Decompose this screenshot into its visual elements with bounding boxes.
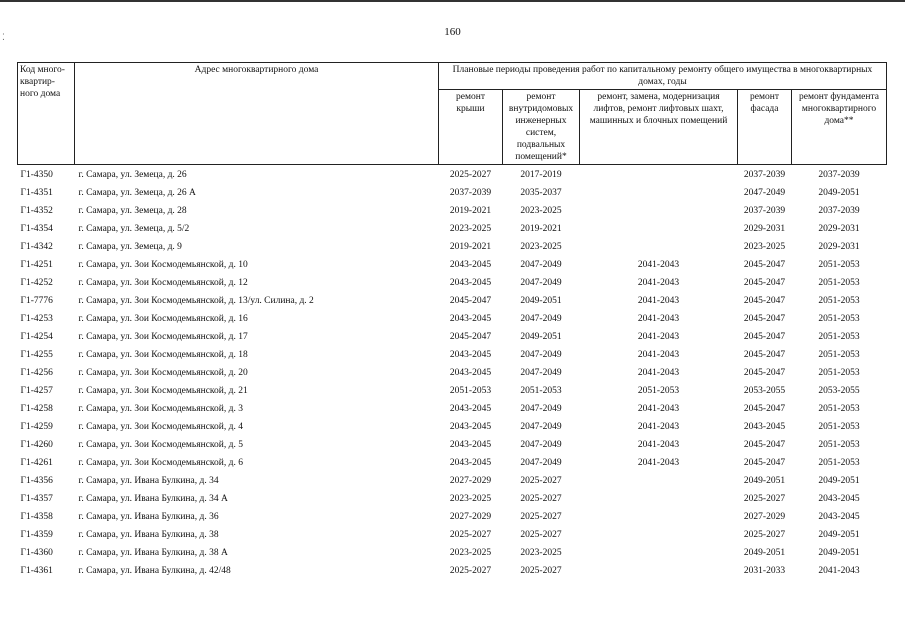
cell-elevators-period (580, 562, 738, 580)
cell-elevators-period: 2041-2043 (637, 458, 680, 468)
cell-facade-period: 2047-2049 (743, 188, 786, 198)
cell-roof-period: 2027-2029 (449, 512, 492, 522)
table-row (18, 310, 887, 328)
cell-roof-period: 2023-2025 (449, 224, 492, 234)
cell-foundation-period: 2051-2053 (818, 260, 860, 270)
table-body (18, 165, 887, 581)
cell-systems-period: 2047-2049 (520, 404, 562, 414)
cell-systems-period: 2047-2049 (520, 440, 562, 450)
table-row (18, 400, 887, 418)
table-row (18, 346, 887, 364)
cell-code: Г1-4350 (20, 170, 53, 180)
cell-systems-period: 2047-2049 (520, 458, 562, 468)
cell-code: Г1-4258 (20, 404, 53, 414)
cell-code: Г1-4359 (20, 530, 53, 540)
cell-foundation-period: 2049-2051 (818, 188, 860, 198)
cell-code: Г1-7776 (20, 296, 53, 306)
cell-facade-period: 2023-2025 (743, 242, 786, 252)
cell-systems-period: 2023-2025 (520, 206, 562, 216)
cell-roof-period: 2043-2045 (449, 278, 492, 288)
cell-address: г. Самара, ул. Земеца, д. 5/2 (78, 224, 190, 234)
header-code: Код много-квартир-ного дома (18, 63, 75, 165)
top-border-rule (0, 0, 905, 2)
cell-elevators-period (580, 220, 738, 238)
cell-foundation-period: 2043-2045 (818, 512, 860, 522)
cell-elevators-period: 2041-2043 (637, 368, 680, 378)
cell-elevators-period (580, 508, 738, 526)
cell-elevators-period (580, 490, 738, 508)
cell-facade-period: 2031-2033 (743, 566, 786, 576)
table-row (18, 508, 887, 526)
cell-code: Г1-4354 (20, 224, 53, 234)
cell-elevators-period: 2041-2043 (637, 440, 680, 450)
cell-systems-period: 2025-2027 (520, 476, 562, 486)
cell-foundation-period: 2049-2051 (818, 476, 860, 486)
cell-roof-period: 2051-2053 (449, 386, 492, 396)
cell-address: г. Самара, ул. Зои Космодемьянской, д. 10 (78, 260, 248, 270)
cell-foundation-period: 2049-2051 (818, 548, 860, 558)
table-row (18, 472, 887, 490)
cell-foundation-period: 2029-2031 (818, 242, 860, 252)
cell-facade-period: 2045-2047 (743, 296, 786, 306)
header-systems: ремонт внутридомовых инженерных систем, подвальных помещений* (503, 90, 580, 165)
cell-systems-period: 2049-2051 (520, 332, 562, 342)
cell-roof-period: 2019-2021 (449, 206, 492, 216)
cell-elevators-period: 2041-2043 (637, 278, 680, 288)
cell-foundation-period: 2051-2053 (818, 458, 860, 468)
cell-systems-period: 2047-2049 (520, 314, 562, 324)
cell-systems-period: 2025-2027 (520, 512, 562, 522)
cell-systems-period: 2017-2019 (520, 170, 562, 180)
cell-facade-period: 2045-2047 (743, 440, 786, 450)
table-row (18, 274, 887, 292)
cell-foundation-period: 2051-2053 (818, 296, 860, 306)
cell-roof-period: 2025-2027 (449, 530, 492, 540)
cell-facade-period: 2045-2047 (743, 278, 786, 288)
cell-code: Г1-4259 (20, 422, 53, 432)
cell-foundation-period: 2051-2053 (818, 278, 860, 288)
table-row (18, 436, 887, 454)
cell-code: Г1-4255 (20, 350, 53, 360)
cell-facade-period: 2045-2047 (743, 404, 786, 414)
cell-roof-period: 2045-2047 (449, 296, 492, 306)
cell-address: г. Самара, ул. Ивана Булкина, д. 36 (78, 512, 219, 522)
table-row (18, 418, 887, 436)
cell-systems-period: 2025-2027 (520, 566, 562, 576)
cell-systems-period: 2023-2025 (520, 242, 562, 252)
cell-foundation-period: 2037-2039 (818, 170, 860, 180)
cell-address: г. Самара, ул. Земеца, д. 26 (78, 170, 187, 180)
cell-facade-period: 2045-2047 (743, 260, 786, 270)
cell-address: г. Самара, ул. Земеца, д. 9 (78, 242, 182, 252)
cell-facade-period: 2037-2039 (743, 170, 786, 180)
table-row (18, 454, 887, 472)
cell-code: Г1-4251 (20, 260, 53, 270)
cell-roof-period: 2043-2045 (449, 350, 492, 360)
cell-elevators-period: 2041-2043 (637, 314, 680, 324)
cell-address: г. Самара, ул. Зои Космодемьянской, д. 20 (78, 368, 248, 378)
cell-facade-period: 2045-2047 (743, 332, 786, 342)
table-row (18, 544, 887, 562)
cell-address: г. Самара, ул. Зои Космодемьянской, д. 5 (78, 440, 243, 450)
cell-systems-period: 2047-2049 (520, 350, 562, 360)
cell-facade-period: 2049-2051 (743, 548, 786, 558)
cell-address: г. Самара, ул. Ивана Булкина, д. 34 А (78, 494, 228, 504)
cell-elevators-period (580, 202, 738, 220)
cell-roof-period: 2023-2025 (449, 548, 492, 558)
cell-address: г. Самара, ул. Ивана Булкина, д. 34 (78, 476, 219, 486)
cell-address: г. Самара, ул. Зои Космодемьянской, д. 21 (78, 386, 248, 396)
cell-systems-period: 2047-2049 (520, 260, 562, 270)
cell-elevators-period (580, 526, 738, 544)
cell-facade-period: 2037-2039 (743, 206, 786, 216)
cell-roof-period: 2045-2047 (449, 332, 492, 342)
table-row (18, 292, 887, 310)
cell-address: г. Самара, ул. Зои Космодемьянской, д. 3 (78, 404, 243, 414)
cell-address: г. Самара, ул. Зои Космодемьянской, д. 18 (78, 350, 248, 360)
cell-code: Г1-4256 (20, 368, 53, 378)
cell-code: Г1-4358 (20, 512, 53, 522)
cell-facade-period: 2045-2047 (743, 368, 786, 378)
cell-code: Г1-4254 (20, 332, 53, 342)
table-row (18, 165, 887, 185)
cell-address: г. Самара, ул. Земеца, д. 28 (78, 206, 187, 216)
cell-roof-period: 2025-2027 (449, 170, 492, 180)
cell-address: г. Самара, ул. Ивана Булкина, д. 38 А (78, 548, 228, 558)
cell-address: г. Самара, ул. Зои Космодемьянской, д. 6 (78, 458, 243, 468)
cell-foundation-period: 2041-2043 (818, 566, 860, 576)
cell-roof-period: 2025-2027 (449, 566, 492, 576)
cell-roof-period: 2043-2045 (449, 404, 492, 414)
cell-address: г. Самара, ул. Зои Космодемьянской, д. 16 (78, 314, 248, 324)
table-row (18, 220, 887, 238)
cell-foundation-period: 2051-2053 (818, 440, 860, 450)
cell-roof-period: 2043-2045 (449, 368, 492, 378)
cell-systems-period: 2051-2053 (520, 386, 562, 396)
cell-systems-period: 2023-2025 (520, 548, 562, 558)
header-facade: ремонт фасада (738, 90, 792, 165)
cell-foundation-period: 2051-2053 (818, 368, 860, 378)
cell-elevators-period: 2041-2043 (637, 422, 680, 432)
cell-code: Г1-4261 (20, 458, 53, 468)
table-row (18, 256, 887, 274)
cell-facade-period: 2045-2047 (743, 350, 786, 360)
page-number: 160 (444, 26, 461, 38)
cell-foundation-period: 2051-2053 (818, 332, 860, 342)
cell-elevators-period: 2041-2043 (637, 332, 680, 342)
cell-address: г. Самара, ул. Ивана Булкина, д. 38 (78, 530, 219, 540)
cell-elevators-period: 2051-2053 (637, 386, 680, 396)
cell-code: Г1-4260 (20, 440, 53, 450)
table-row (18, 526, 887, 544)
cell-roof-period: 2019-2021 (449, 242, 492, 252)
cell-elevators-period (580, 184, 738, 202)
cell-facade-period: 2043-2045 (743, 422, 786, 432)
cell-systems-period: 2035-2037 (520, 188, 562, 198)
cell-elevators-period: 2041-2043 (637, 350, 680, 360)
header-periods-group: Плановые периоды проведения работ по капитальному ремонту общего имущества в многоквартирных домах, годы (439, 63, 887, 90)
cell-code: Г1-4351 (20, 188, 53, 198)
cell-address: г. Самара, ул. Ивана Булкина, д. 42/48 (78, 566, 231, 576)
cell-foundation-period: 2049-2051 (818, 530, 860, 540)
cell-code: Г1-4357 (20, 494, 53, 504)
table-row (18, 238, 887, 256)
cell-roof-period: 2037-2039 (449, 188, 492, 198)
table-header (18, 63, 887, 165)
cell-facade-period: 2049-2051 (743, 476, 786, 486)
cell-systems-period: 2025-2027 (520, 494, 562, 504)
cell-roof-period: 2043-2045 (449, 440, 492, 450)
table-row (18, 382, 887, 400)
table-row (18, 202, 887, 220)
cell-elevators-period (580, 165, 738, 185)
header-elevators: ремонт, замена, модернизация лифтов, ремонт лифтовых шахт, машинных и блочных помещений (580, 90, 738, 165)
cell-facade-period: 2053-2055 (743, 386, 786, 396)
cell-facade-period: 2029-2031 (743, 224, 786, 234)
cell-facade-period: 2025-2027 (743, 494, 786, 504)
cell-address: г. Самара, ул. Земеца, д. 26 А (78, 188, 196, 198)
cell-roof-period: 2043-2045 (449, 458, 492, 468)
header-address: Адрес многоквартирного дома (75, 63, 439, 165)
cell-code: Г1-4361 (20, 566, 53, 576)
cell-code: Г1-4352 (20, 206, 53, 216)
cell-roof-period: 2043-2045 (449, 314, 492, 324)
cell-code: Г1-4257 (20, 386, 53, 396)
table-row (18, 490, 887, 508)
table-row (18, 562, 887, 580)
cell-address: г. Самара, ул. Зои Космодемьянской, д. 4 (78, 422, 243, 432)
cell-elevators-period: 2041-2043 (637, 404, 680, 414)
cell-code: Г1-4253 (20, 314, 53, 324)
cell-code: Г1-4356 (20, 476, 53, 486)
cell-address: г. Самара, ул. Зои Космодемьянской, д. 13/ул. Силина, д. 2 (78, 296, 314, 306)
cell-roof-period: 2023-2025 (449, 494, 492, 504)
cell-foundation-period: 2029-2031 (818, 224, 860, 234)
cell-roof-period: 2043-2045 (449, 422, 492, 432)
cell-systems-period: 2025-2027 (520, 530, 562, 540)
cell-facade-period: 2027-2029 (743, 512, 786, 522)
table-row (18, 328, 887, 346)
cell-facade-period: 2045-2047 (743, 314, 786, 324)
cell-systems-period: 2047-2049 (520, 368, 562, 378)
cell-elevators-period (580, 238, 738, 256)
cell-systems-period: 2047-2049 (520, 422, 562, 432)
cell-foundation-period: 2043-2045 (818, 494, 860, 504)
cell-code: Г1-4360 (20, 548, 53, 558)
cell-systems-period: 2049-2051 (520, 296, 562, 306)
cell-address: г. Самара, ул. Зои Космодемьянской, д. 17 (78, 332, 248, 342)
cell-facade-period: 2025-2027 (743, 530, 786, 540)
cell-roof-period: 2043-2045 (449, 260, 492, 270)
header-foundation: ремонт фундамента многоквартирного дома** (792, 90, 887, 165)
cell-foundation-period: 2053-2055 (818, 386, 860, 396)
cell-elevators-period (580, 544, 738, 562)
cell-address: г. Самара, ул. Зои Космодемьянской, д. 12 (78, 278, 248, 288)
header-roof: ремонт крыши (439, 90, 503, 165)
cell-code: Г1-4252 (20, 278, 53, 288)
cell-foundation-period: 2051-2053 (818, 422, 860, 432)
cell-roof-period: 2027-2029 (449, 476, 492, 486)
scan-artifact-mark: ⁚ (2, 32, 5, 42)
capital-repair-schedule-table (17, 62, 887, 580)
cell-foundation-period: 2037-2039 (818, 206, 860, 216)
cell-systems-period: 2019-2021 (520, 224, 562, 234)
cell-facade-period: 2045-2047 (743, 458, 786, 468)
cell-foundation-period: 2051-2053 (818, 350, 860, 360)
cell-foundation-period: 2051-2053 (818, 404, 860, 414)
table-row (18, 184, 887, 202)
cell-foundation-period: 2051-2053 (818, 314, 860, 324)
cell-elevators-period (580, 472, 738, 490)
cell-elevators-period: 2041-2043 (637, 260, 680, 270)
cell-systems-period: 2047-2049 (520, 278, 562, 288)
cell-elevators-period: 2041-2043 (637, 296, 680, 306)
cell-code: Г1-4342 (20, 242, 53, 252)
table-row (18, 364, 887, 382)
